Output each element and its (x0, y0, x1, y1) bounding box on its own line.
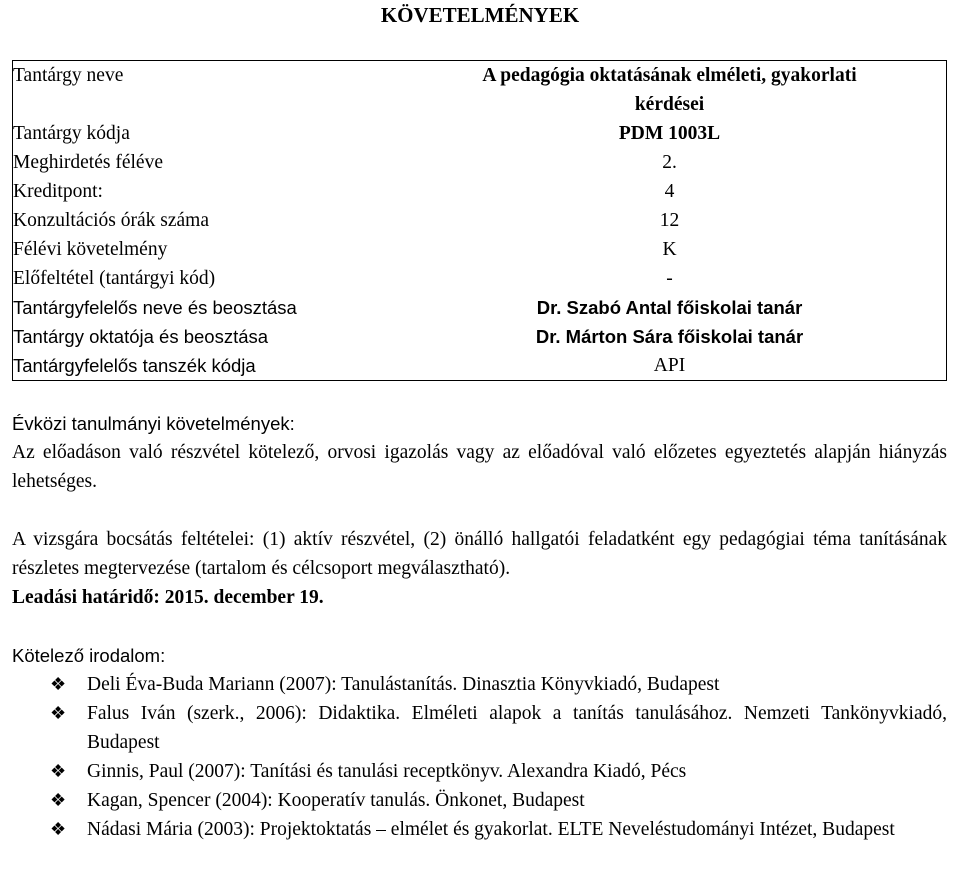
row-label: Tantárgyfelelős tanszék kódja (13, 355, 256, 376)
evkozi-heading: Évközi tanulmányi követelmények: (12, 413, 295, 434)
list-item (12, 786, 947, 815)
row-label: Konzultációs órák száma (13, 210, 210, 231)
row-label: Tantárgy kódja (13, 123, 130, 144)
table-row (13, 351, 947, 381)
row-label: Kreditpont: (13, 181, 103, 202)
row-label: Tantárgy neve (13, 65, 124, 86)
table-row (13, 264, 947, 293)
course-info-table (12, 60, 947, 381)
diamond-bullet-icon: ❖ (50, 761, 67, 781)
evkozi-text: Az előadáson való részvétel kötelező, orvosi igazolás vagy az előadóval való előzetes egyeztetés alapján hiányzás lehetséges. (12, 442, 947, 492)
table-row (13, 61, 947, 120)
list-item (12, 757, 947, 786)
reference-text: Kagan, Spencer (2004): Kooperatív tanulás. Önkonet, Budapest (87, 790, 585, 811)
table-row (13, 119, 947, 148)
row-label: Tantárgy oktatója és beosztása (13, 326, 269, 347)
table-row (13, 148, 947, 177)
row-value: A pedagógia oktatásának elméleti, gyakorlati kérdései (482, 65, 857, 115)
list-item (12, 815, 947, 844)
table-row (13, 206, 947, 235)
table-row (13, 177, 947, 206)
reference-text: Nádasi Mária (2003): Projektoktatás – elmélet és gyakorlat. ELTE Neveléstudományi Intézet, Budapest (87, 819, 895, 840)
reference-text: Ginnis, Paul (2007): Tanítási és tanulási receptkönyv. Alexandra Kiadó, Pécs (87, 761, 687, 782)
reference-list (12, 670, 947, 844)
table-row (13, 293, 947, 322)
row-value: 2. (662, 152, 677, 173)
row-value: API (653, 355, 686, 376)
list-item (12, 670, 947, 699)
row-value: K (662, 239, 677, 260)
row-value: 12 (659, 210, 680, 231)
vizsga-section (12, 525, 947, 612)
row-label: Tantárgyfelelős neve és beosztása (13, 297, 297, 318)
vizsga-text: A vizsgára bocsátás feltételei: (1) aktív részvétel, (2) önálló hallgatói feladatként egy pedagógiai téma tanításának részletes megtervezése (tartalom és célcsoport megválasztható). (12, 529, 947, 579)
row-label: Félévi követelmény (13, 239, 168, 260)
evkozi-section (12, 409, 947, 496)
irodalom-heading: Kötelező irodalom: (12, 645, 166, 666)
row-value: 4 (664, 181, 675, 202)
row-value: - (666, 268, 673, 289)
diamond-bullet-icon: ❖ (50, 703, 67, 723)
table-row (13, 235, 947, 264)
page-title: KÖVETELMÉNYEK (380, 3, 580, 27)
irodalom-section (12, 641, 947, 844)
list-item (12, 699, 947, 757)
reference-text: Deli Éva-Buda Mariann (2007): Tanulástanítás. Dinasztia Könyvkiadó, Budapest (87, 674, 720, 695)
deadline-text: Leadási határidő: 2015. december 19. (12, 587, 324, 608)
row-label: Meghirdetés féléve (13, 152, 163, 173)
row-label: Előfeltétel (tantárgyi kód) (13, 268, 216, 289)
row-value: PDM 1003L (618, 123, 721, 144)
reference-text: Falus Iván (szerk., 2006): Didaktika. Elméleti alapok a tanítás tanulásához. Nemzeti Tankönyvkiadó, Budapest (87, 703, 947, 753)
diamond-bullet-icon: ❖ (50, 790, 67, 810)
row-value: Dr. Márton Sára főiskolai tanár (535, 326, 804, 347)
diamond-bullet-icon: ❖ (50, 819, 67, 839)
table-row (13, 322, 947, 351)
diamond-bullet-icon: ❖ (50, 674, 67, 694)
row-value: Dr. Szabó Antal főiskolai tanár (536, 297, 803, 318)
